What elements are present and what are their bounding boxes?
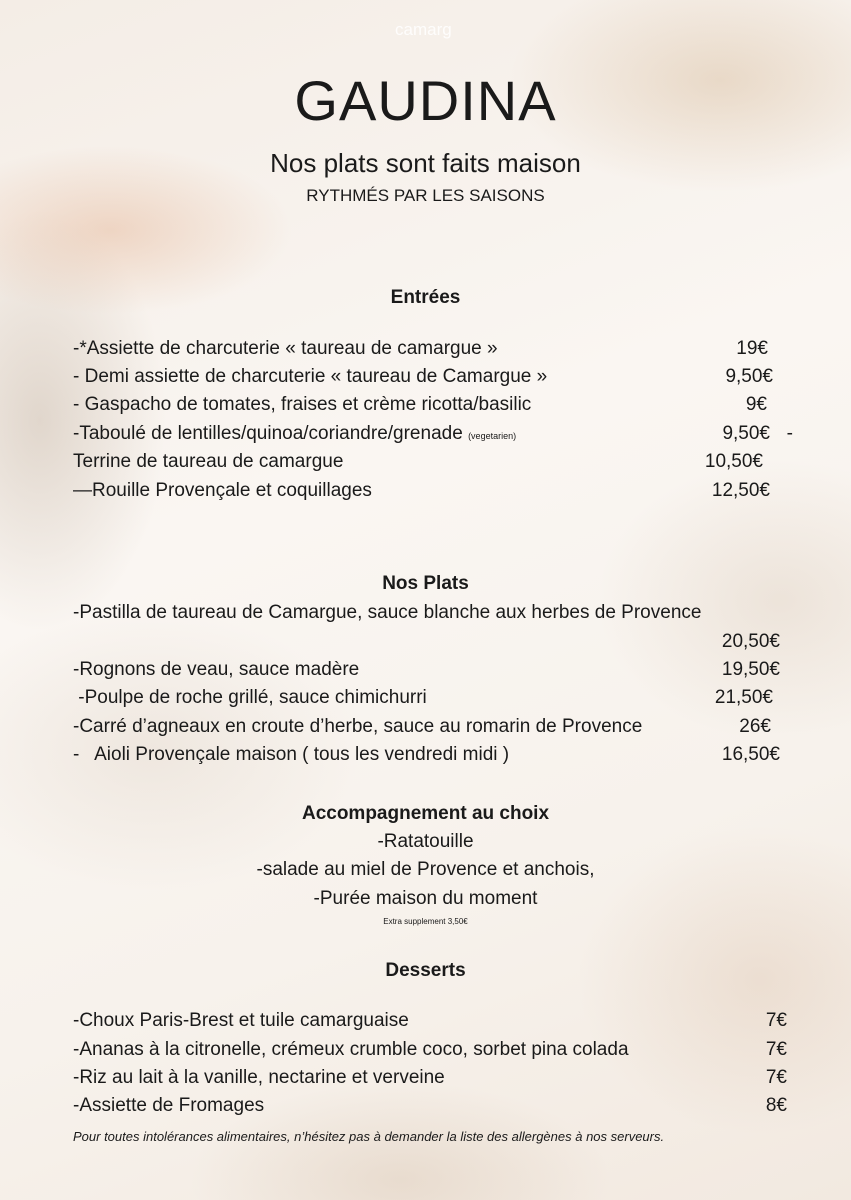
item-name: -Choux Paris-Brest et tuile camarguaise bbox=[73, 1010, 409, 1031]
menu-item bbox=[73, 1067, 445, 1089]
item-name: -Carré d’agneaux en croute d’herbe, sauce au romarin de Provence bbox=[73, 716, 643, 737]
section-title-entrees: Entrées bbox=[390, 287, 461, 308]
menu-item bbox=[73, 366, 547, 388]
menu-item bbox=[73, 1039, 629, 1061]
item-price: 7€ bbox=[765, 1039, 787, 1060]
menu-item bbox=[73, 716, 642, 738]
item-price: 12,50€ bbox=[711, 480, 770, 501]
item-price: 8€ bbox=[765, 1095, 787, 1116]
section-title-desserts: Desserts bbox=[385, 960, 466, 981]
menu-item bbox=[73, 1010, 409, 1032]
item-name: -Rognons de veau, sauce madère bbox=[73, 659, 360, 680]
section-title-accompagnement: Accompagnement au choix bbox=[301, 803, 550, 824]
item-name: -Assiette de Fromages bbox=[73, 1095, 265, 1116]
item-price: 20,50€ bbox=[721, 631, 780, 652]
item-name: -Poulpe de roche grillé, sauce chimichurri bbox=[73, 687, 427, 708]
menu-item bbox=[73, 338, 498, 360]
tagline: RYTHMÉS PAR LES SAISONS bbox=[306, 186, 545, 205]
item-price: 9,50€ bbox=[725, 366, 773, 387]
menu-item bbox=[73, 602, 701, 624]
item-name: -Ananas à la citronelle, crémeux crumble coco, sorbet pina colada bbox=[73, 1039, 629, 1060]
item-price: 9€ bbox=[745, 394, 767, 415]
section-title-plats: Nos Plats bbox=[382, 573, 469, 594]
menu-item bbox=[73, 394, 531, 416]
item-name: - Aioli Provençale maison ( tous les vendredi midi ) bbox=[73, 744, 510, 765]
item-name: -Pastilla de taureau de Camargue, sauce blanche aux herbes de Provence bbox=[73, 602, 702, 623]
menu-item bbox=[73, 451, 343, 473]
item-name: —Rouille Provençale et coquillages bbox=[73, 480, 372, 501]
item-name: -Taboulé de lentilles/quinoa/coriandre/grenade bbox=[73, 423, 463, 444]
side-item: -Purée maison du moment bbox=[313, 888, 538, 909]
side-item: -salade au miel de Provence et anchois, bbox=[256, 859, 595, 880]
item-price: 19€ bbox=[736, 338, 768, 359]
menu-item bbox=[73, 687, 427, 709]
item-name: -Riz au lait à la vanille, nectarine et verveine bbox=[73, 1067, 445, 1088]
watermark-text: camarg bbox=[395, 20, 452, 39]
item-price: 16,50€ bbox=[721, 744, 780, 765]
menu-item bbox=[73, 1095, 264, 1117]
menu-item bbox=[73, 659, 359, 681]
item-price: 21,50€ bbox=[714, 687, 773, 708]
item-price: 9,50€ bbox=[722, 423, 770, 444]
side-item: -Ratatouille bbox=[377, 831, 474, 852]
subtitle: Nos plats sont faits maison bbox=[270, 148, 581, 178]
item-note: (vegetarien) bbox=[468, 431, 517, 441]
item-name: - Demi assiette de charcuterie « taureau de Camargue » bbox=[73, 366, 548, 387]
item-price: 7€ bbox=[765, 1010, 787, 1031]
item-price: 10,50€ bbox=[704, 451, 763, 472]
item-price: 26€ bbox=[739, 716, 771, 737]
allergen-notice: Pour toutes intolérances alimentaires, n’hésitez pas à demander la liste des allergènes à nos serveurs. bbox=[73, 1129, 665, 1144]
item-price: 19,50€ bbox=[721, 659, 780, 680]
item-price: 7€ bbox=[765, 1067, 787, 1088]
item-suffix: - bbox=[786, 423, 793, 444]
restaurant-title: GAUDINA bbox=[294, 69, 557, 132]
menu-item bbox=[73, 480, 372, 502]
item-name: Terrine de taureau de camargue bbox=[73, 451, 344, 472]
extra-supplement: Extra supplement 3,50€ bbox=[383, 917, 468, 926]
menu-item bbox=[73, 423, 516, 447]
item-name: -*Assiette de charcuterie « taureau de camargue » bbox=[73, 338, 498, 359]
item-name: - Gaspacho de tomates, fraises et crème ricotta/basilic bbox=[73, 394, 532, 415]
menu-item bbox=[73, 744, 509, 766]
